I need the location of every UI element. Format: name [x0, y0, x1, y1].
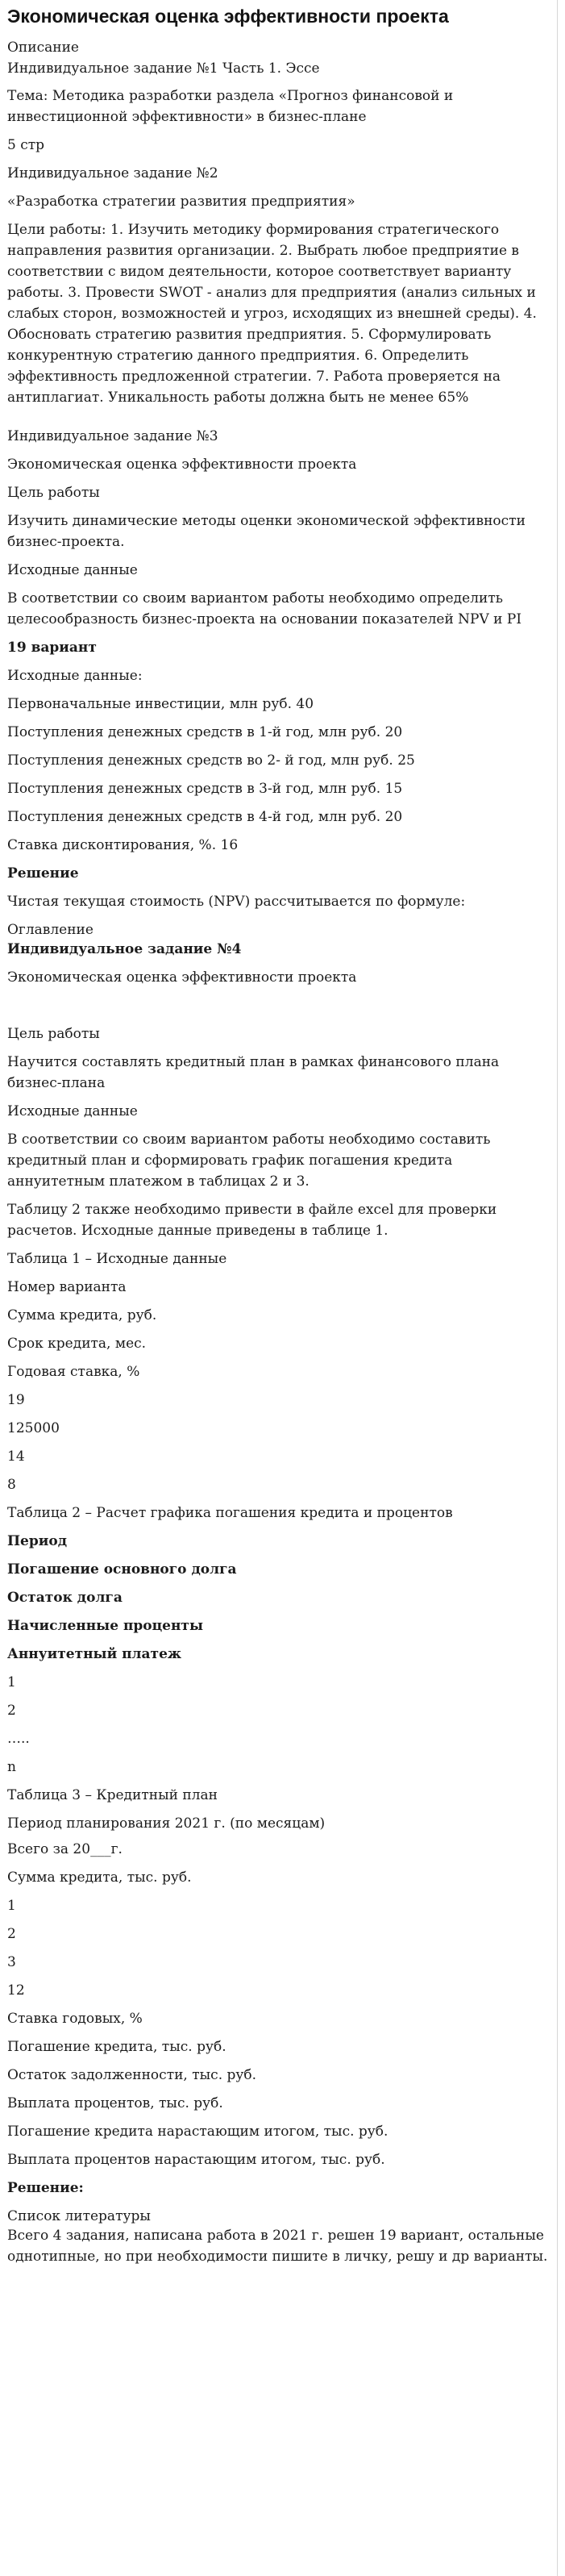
task4-input-text: В соответствии со своим вариантом работы необходимо составить кредитный план и сформировать график погашения кредита аннуитетным платежом в таблицах 2 и 3. — [7, 1132, 491, 1190]
page-border — [557, 0, 558, 2576]
task1-heading: Индивидуальное задание №1 Часть 1. Эссе — [7, 60, 320, 77]
bibliography-label: Список литературы — [7, 2208, 151, 2224]
task3-cashflow-year1: Поступления денежных средств в 1-й год, млн руб. 20 — [7, 724, 403, 740]
table3-row-cumulative-repayment: Погашение кредита нарастающим итогом, тыс. руб. — [7, 2124, 388, 2140]
table3-caption: Таблица 3 – Кредитный план — [7, 1787, 218, 1803]
table3-row-rate: Ставка годовых, % — [7, 2011, 143, 2027]
table2-row-1: 1 — [7, 1674, 16, 1690]
task2-title: «Разработка стратегии развития предприятия» — [7, 194, 355, 210]
task3-goal-label: Цель работы — [7, 485, 100, 501]
table2-header-principal: Погашение основного долга — [7, 1561, 237, 1578]
table3-row-interest-paid: Выплата процентов, тыс. руб. — [7, 2095, 223, 2111]
table1-header-term: Срок кредита, мес. — [7, 1336, 147, 1352]
table1-value-rate: 8 — [7, 1477, 16, 1493]
table2-caption: Таблица 2 – Расчет графика погашения кредита и процентов — [7, 1505, 453, 1521]
task3-investment: Первоначальные инвестиции, млн руб. 40 — [7, 696, 314, 712]
table1-caption: Таблица 1 – Исходные данные — [7, 1251, 227, 1267]
task4-solution-label: Решение: — [7, 2180, 84, 2196]
task4-table2-note: Таблицу 2 также необходимо привести в файле excel для проверки расчетов. Исходные данные приведены в таблице 1. — [7, 1202, 497, 1239]
task3-data-label: Исходные данные: — [7, 668, 143, 684]
task3-input-label: Исходные данные — [7, 562, 138, 578]
page-title: Экономическая оценка эффективности проекта — [7, 6, 449, 27]
task3-npv-formula: Чистая текущая стоимость (NPV) рассчитывается по формуле: — [7, 894, 466, 910]
task4-heading: Индивидуальное задание №4 — [7, 941, 242, 957]
table1-value-term: 14 — [7, 1448, 25, 1465]
table3-month-2: 2 — [7, 1926, 16, 1942]
task3-cashflow-year4: Поступления денежных средств в 4-й год, млн руб. 20 — [7, 809, 403, 825]
table3-header-total: Всего за 20___г. — [7, 1841, 123, 1857]
task4-goal-label: Цель работы — [7, 1026, 100, 1042]
description-label: Описание — [7, 40, 79, 56]
task3-cashflow-year3: Поступления денежных средств в 3-й год, млн руб. 15 — [7, 781, 403, 797]
table1-header-amount: Сумма кредита, руб. — [7, 1307, 157, 1323]
table3-row-outstanding: Остаток задолженности, тыс. руб. — [7, 2067, 257, 2083]
table2-header-period: Период — [7, 1533, 68, 1549]
task2-goals: Цели работы: 1. Изучить методику формирования стратегического направления развития организации. 2. Выбрать любое предприятие в соответствии с видом деятельности, которое соответствует варианту работы. 3. Провести SWOT - анализ для предприятия (анализ сильных и слабых сторон, возможностей и угроз, исходящих из внешней среды). 4. Обосновать стратегию развития предприятия. 5. Сформулировать конкурентную стратегию данного предприятия. 6. Определить эффективность предложенной стратегии. 7. Работа проверяется на антиплагиат. Уникальность работы должна быть не менее 65% — [7, 222, 537, 406]
table2-header-balance: Остаток долга — [7, 1590, 123, 1606]
task3-cashflow-year2: Поступления денежных средств во 2- й год, млн руб. 25 — [7, 752, 415, 769]
task1-topic: Тема: Методика разработки раздела «Прогноз финансовой и инвестиционной эффективности» в бизнес-плане — [7, 88, 454, 125]
table3-month-12: 12 — [7, 1982, 25, 1999]
table1-value-amount: 125000 — [7, 1420, 60, 1436]
table2-row-n: n — [7, 1759, 16, 1775]
table1-header-variant: Номер варианта — [7, 1279, 127, 1295]
task3-input-text: В соответствии со своим вариантом работы необходимо определить целесообразность бизнес-проекта на основании показателей NPV и PI — [7, 590, 522, 627]
table3-month-1: 1 — [7, 1898, 16, 1914]
task1-pages: 5 стр — [7, 137, 45, 153]
table2-header-interest: Начисленные проценты — [7, 1618, 204, 1634]
task4-title: Экономическая оценка эффективности проекта — [7, 969, 357, 986]
table1-value-variant: 19 — [7, 1392, 25, 1408]
table3-row-repayment: Погашение кредита, тыс. руб. — [7, 2039, 226, 2055]
table-of-contents-label: Оглавление — [7, 922, 93, 938]
task3-solution-label: Решение — [7, 865, 79, 882]
table3-row-cumulative-interest: Выплата процентов нарастающим итогом, тыс. руб. — [7, 2152, 385, 2168]
task2-heading: Индивидуальное задание №2 — [7, 165, 218, 181]
task3-goal: Изучить динамические методы оценки экономической эффективности бизнес-проекта. — [7, 513, 526, 550]
task4-input-label: Исходные данные — [7, 1103, 138, 1119]
table3-month-3: 3 — [7, 1954, 16, 1970]
table3-row-credit-amount: Сумма кредита, тыс. руб. — [7, 1869, 192, 1886]
task3-title: Экономическая оценка эффективности проекта — [7, 456, 357, 473]
table3-header-planning-period: Период планирования 2021 г. (по месяцам) — [7, 1815, 326, 1832]
task3-heading: Индивидуальное задание №3 — [7, 428, 218, 444]
task3-discount-rate: Ставка дисконтирования, %. 16 — [7, 837, 239, 853]
table2-header-annuity: Аннуитетный платеж — [7, 1646, 182, 1662]
closing-note: Всего 4 задания, написана работа в 2021 г. решен 19 вариант, остальные однотипные, но при необходимости пишите в личку, решу и др варианты. — [7, 2228, 548, 2265]
table1-header-rate: Годовая ставка, % — [7, 1364, 140, 1380]
table2-row-2: 2 — [7, 1703, 16, 1719]
table2-row-ellipsis: ….. — [7, 1731, 30, 1747]
task3-variant: 19 вариант — [7, 640, 97, 656]
task4-goal: Научится составлять кредитный план в рамках финансового плана бизнес-плана — [7, 1054, 500, 1091]
